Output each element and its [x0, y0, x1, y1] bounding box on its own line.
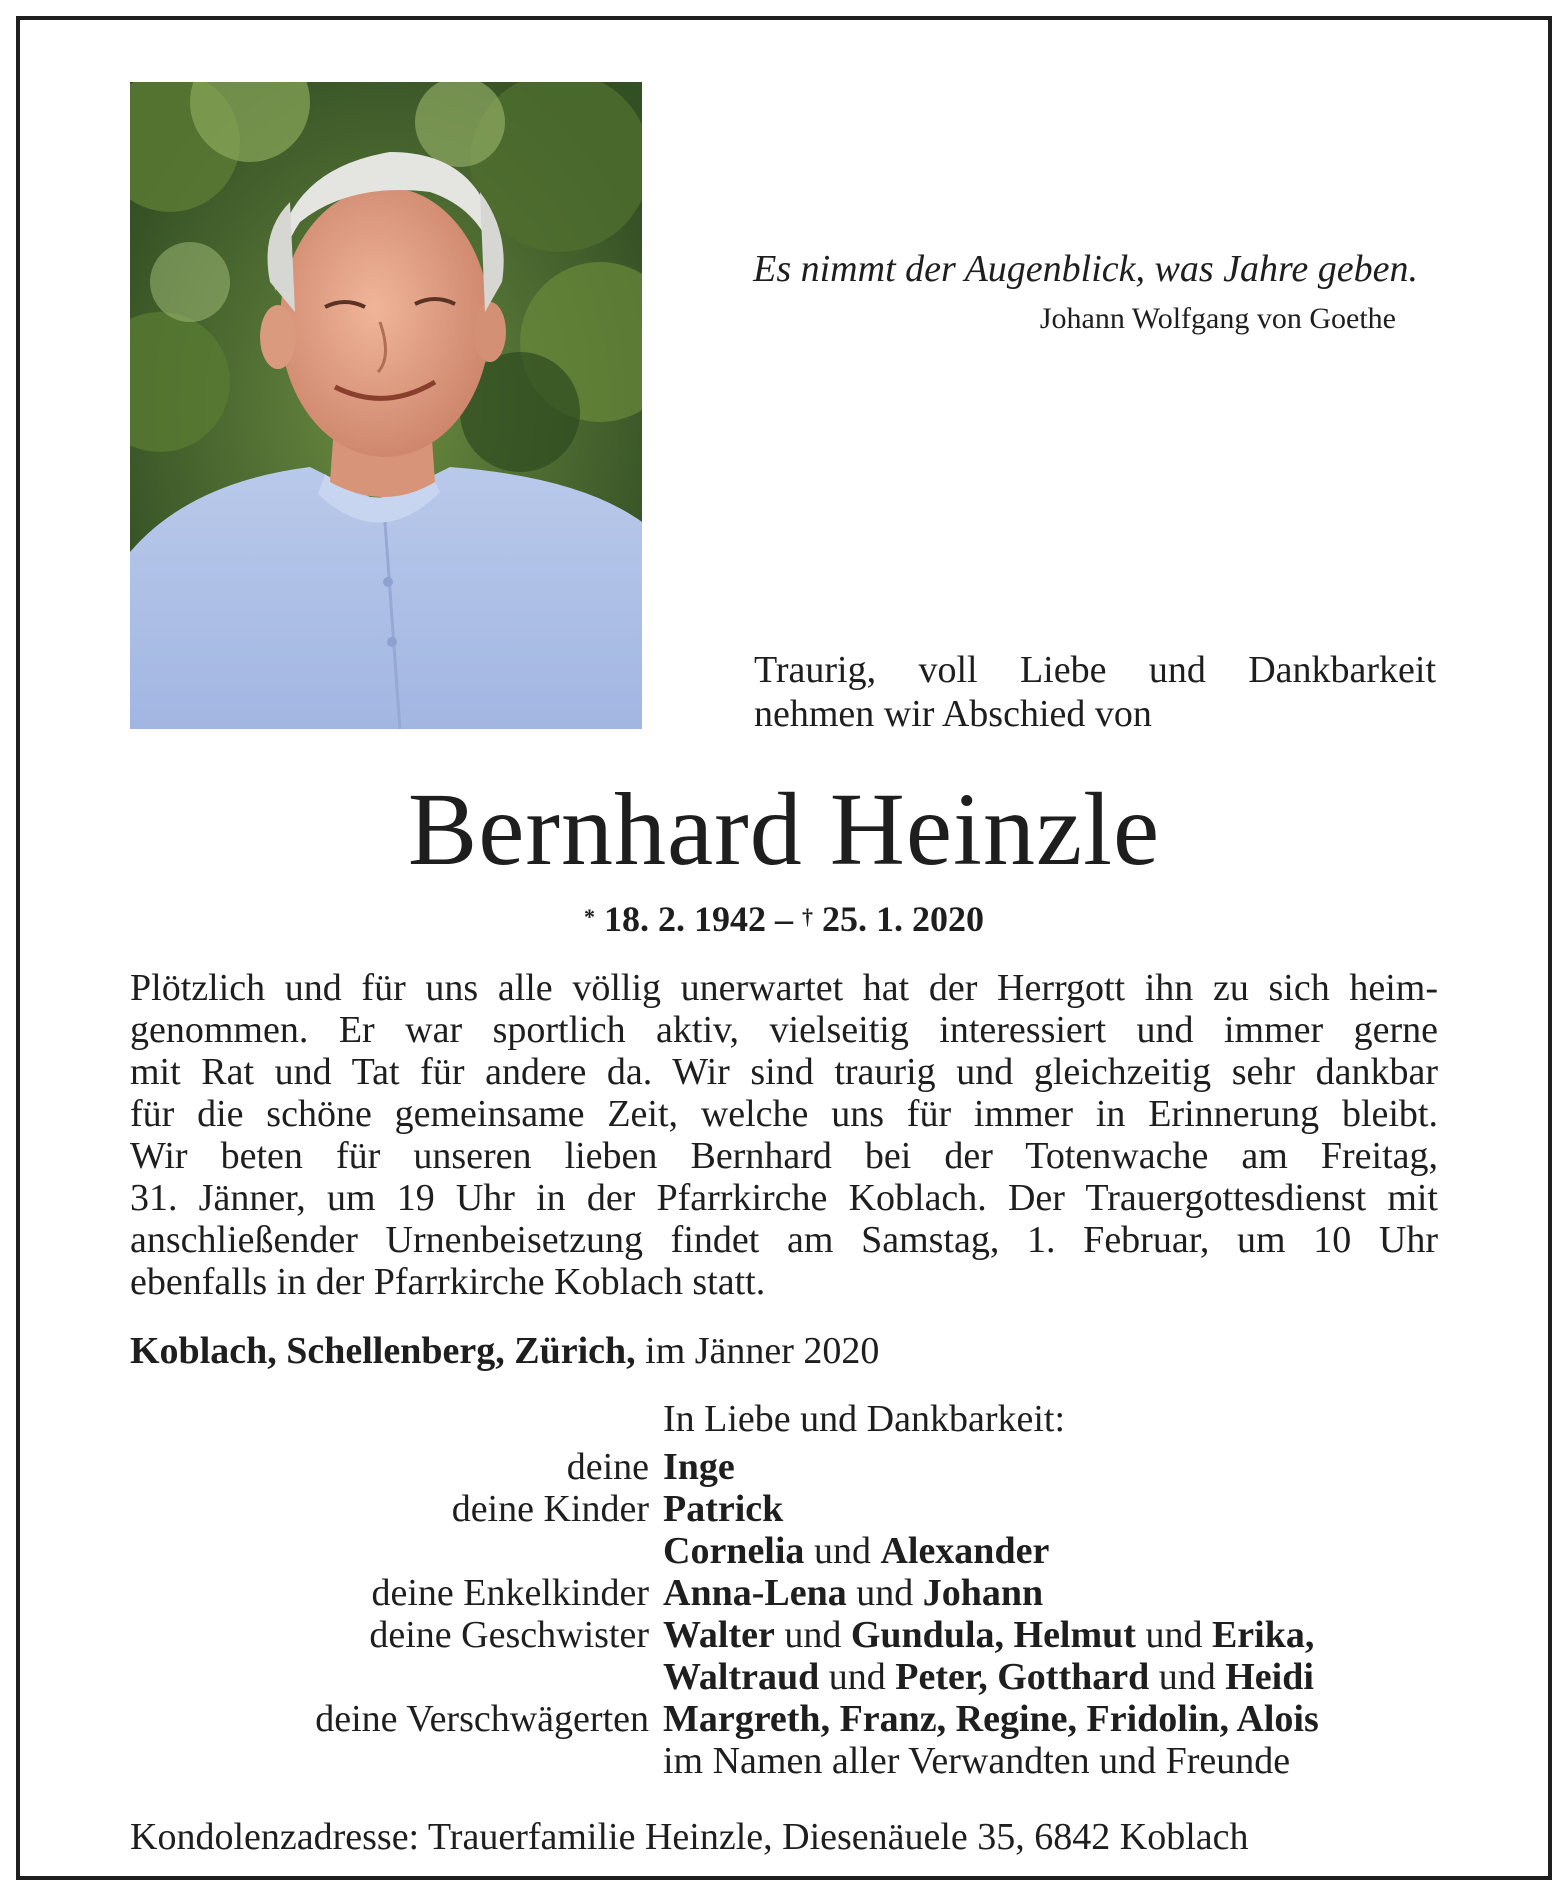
intro-word: und: [1148, 649, 1206, 691]
obituary-line: genommen. Er war sportlich aktiv, vielseitig interessiert und immer gerne: [130, 1009, 1438, 1051]
intro-word: Dankbarkeit: [1248, 649, 1436, 691]
mourner-names: [663, 1488, 783, 1530]
relation-label: [130, 1530, 663, 1572]
mourners-heading: In Liebe und Dankbarkeit:: [663, 1398, 1066, 1440]
mourner-row: [130, 1698, 1460, 1740]
mourner-name: Erika,: [1211, 1614, 1315, 1656]
mourner-row: [130, 1530, 1460, 1572]
obituary-line: mit Rat und Tat für andere da. Wir sind traurig und gleichzeitig sehr dankbar: [130, 1051, 1438, 1093]
intro-word: Liebe: [1019, 649, 1107, 691]
mourner-name: Cornelia: [663, 1530, 805, 1572]
mourner-row: [130, 1740, 1460, 1782]
mourner-name: Peter, Gotthard: [895, 1656, 1150, 1698]
mourner-name: Anna-Lena: [663, 1572, 847, 1614]
obituary-line: Plötzlich und für uns alle völlig unerwartet hat der Herrgott ihn zu sich heim-: [130, 967, 1438, 1009]
mourner-names: [663, 1572, 1043, 1614]
intro-word: Traurig,: [754, 649, 877, 691]
mourner-row: [130, 1488, 1460, 1530]
place-date: [130, 1328, 879, 1374]
relation-label: deine Enkelkinder: [371, 1572, 649, 1614]
quote-text: Es nimmt der Augenblick, was Jahre geben.: [753, 248, 1418, 290]
connector-text: und: [804, 1530, 881, 1572]
mourners-heading-row: [130, 1398, 1460, 1440]
intro-word: voll: [918, 649, 978, 691]
condolence-address: Kondolenzadresse: Trauerfamilie Heinzle, Diesenäuele 35, 6842 Koblach: [130, 1816, 1249, 1858]
obituary-line: anschließender Urnenbeisetzung findet am Samstag, 1. Februar, um 10 Uhr: [130, 1219, 1438, 1261]
relation-label: deine Kinder: [451, 1488, 649, 1530]
connector-text: und: [846, 1572, 923, 1614]
intro-text: [754, 648, 1436, 736]
relation-label: deine Geschwister: [369, 1614, 649, 1656]
date-separator: –: [766, 899, 802, 939]
notice-date: im Jänner 2020: [635, 1330, 880, 1372]
mourners-list: [130, 1398, 1460, 1782]
connector-text: und: [774, 1614, 851, 1656]
mourner-name: Walter: [663, 1614, 775, 1656]
mourner-name: Inge: [663, 1446, 735, 1488]
mourner-names: [663, 1740, 1290, 1782]
mourner-name: Patrick: [663, 1488, 784, 1530]
relation-label: [130, 1740, 663, 1782]
mourner-names: [663, 1446, 735, 1488]
life-dates: [0, 896, 1568, 942]
mourner-row: [130, 1446, 1460, 1488]
birth-date: 18. 2. 1942: [604, 899, 766, 939]
birth-symbol: *: [584, 904, 595, 929]
mourner-names: [663, 1656, 1314, 1698]
death-symbol: †: [802, 904, 813, 929]
obituary-line: ebenfalls in der Pfarrkirche Koblach statt.: [130, 1261, 766, 1303]
quote-block: [698, 245, 1418, 339]
obituary-line: 31. Jänner, um 19 Uhr in der Pfarrkirche Koblach. Der Trauergottesdienst mit: [130, 1177, 1438, 1219]
relation-label: [130, 1656, 663, 1698]
place-names: Koblach, Schellenberg, Zürich,: [130, 1330, 636, 1372]
mourner-name: Gundula, Helmut: [850, 1614, 1136, 1656]
mourner-name: Waltraud: [663, 1656, 820, 1698]
intro-line-1: [754, 648, 1436, 692]
obituary-line: für die schöne gemeinsame Zeit, welche uns für immer in Erinnerung bleibt.: [130, 1093, 1438, 1135]
relation-label: deine: [566, 1446, 649, 1488]
connector-text: und: [819, 1656, 896, 1698]
deceased-name: Bernhard Heinzle: [407, 772, 1161, 887]
portrait-photo: [130, 82, 642, 729]
relation-label: deine Verschwägerten: [315, 1698, 649, 1740]
connector-text: im Namen aller Verwandten und Freunde: [663, 1740, 1291, 1782]
mourner-name: Margreth, Franz, Regine, Fridolin, Alois: [663, 1698, 1319, 1740]
quote-author: Johann Wolfgang von Goethe: [1039, 302, 1396, 335]
mourner-names: [663, 1530, 1049, 1572]
connector-text: und: [1149, 1656, 1226, 1698]
mourner-names: [663, 1698, 1319, 1740]
intro-line-2: nehmen wir Abschied von: [754, 693, 1152, 735]
obituary-line: Wir beten für unseren lieben Bernhard bei der Totenwache am Freitag,: [130, 1135, 1438, 1177]
death-date: 25. 1. 2020: [822, 899, 984, 939]
mourner-row: [130, 1572, 1460, 1614]
obituary-text: [130, 967, 1438, 1303]
mourner-names: [663, 1614, 1314, 1656]
mourner-name: Alexander: [880, 1530, 1050, 1572]
connector-text: und: [1135, 1614, 1212, 1656]
mourner-row: [130, 1656, 1460, 1698]
mourner-name: Heidi: [1225, 1656, 1314, 1698]
mourner-name: Johann: [922, 1572, 1044, 1614]
relation-label: [130, 1398, 663, 1440]
mourner-row: [130, 1614, 1460, 1656]
